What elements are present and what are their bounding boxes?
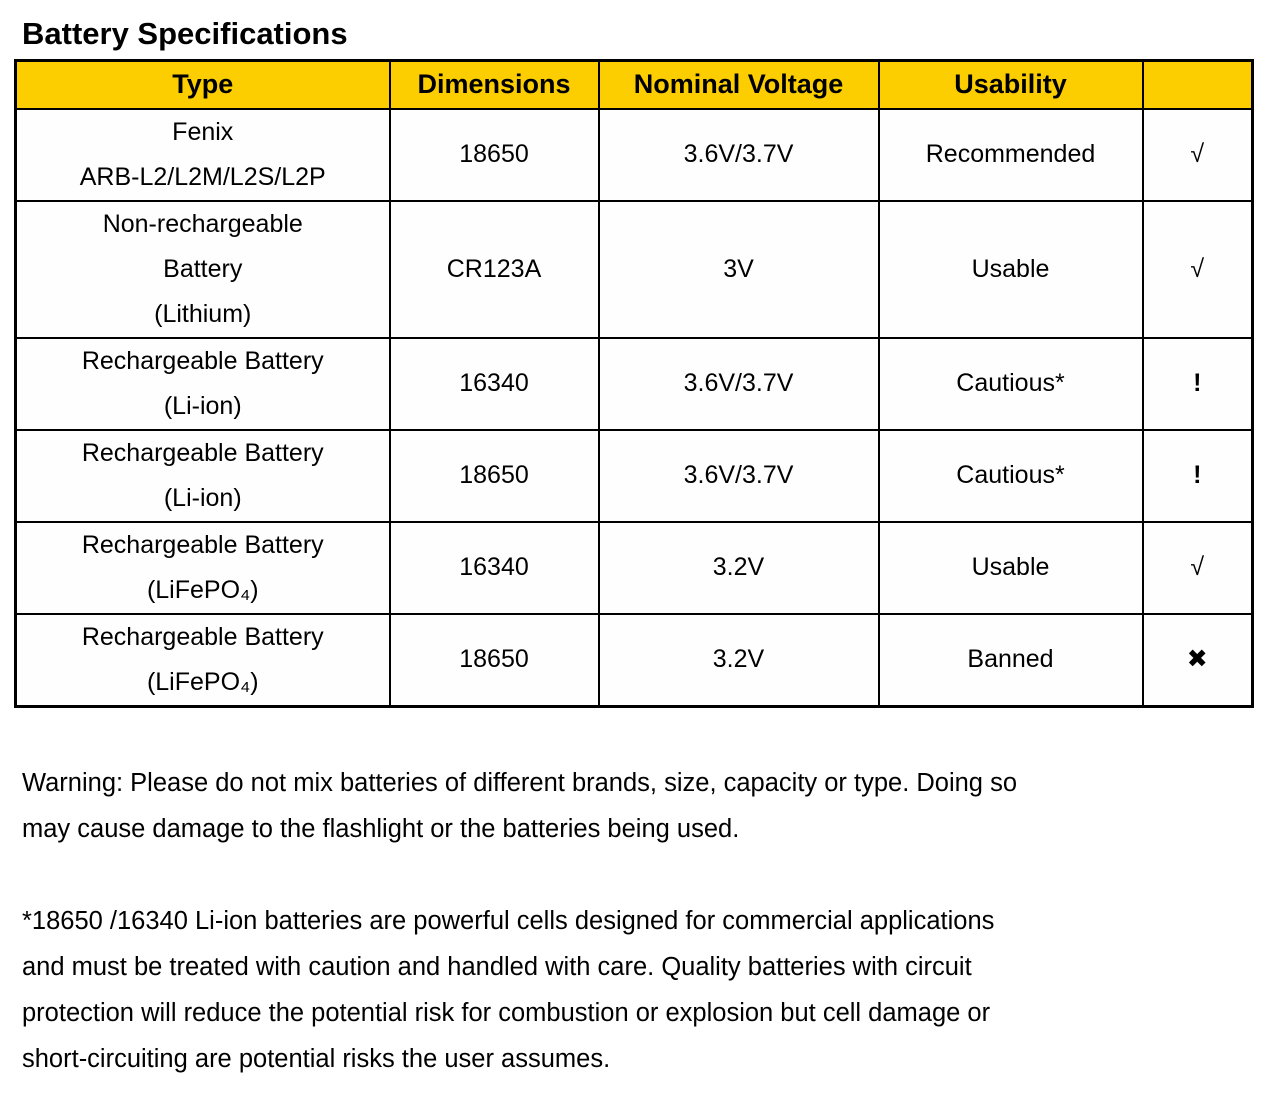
type-cell xyxy=(16,430,390,522)
check-mark: √ xyxy=(1143,522,1253,614)
voltage-cell: 3.6V/3.7V xyxy=(599,430,879,522)
warning-line: Warning: Please do not mix batteries of different brands, size, capacity or type. Doing so xyxy=(22,768,1018,797)
dimensions-cell: 18650 xyxy=(390,430,599,522)
voltage-cell: 3V xyxy=(599,201,879,338)
exclamation-mark: ! xyxy=(1143,338,1253,430)
header-row xyxy=(16,61,1253,109)
type-line: (Li-ion) xyxy=(163,483,242,512)
type-cell xyxy=(16,522,390,614)
header-dimensions: Dimensions xyxy=(390,61,599,109)
dimensions-cell: 16340 xyxy=(390,522,599,614)
usability-cell: Recommended xyxy=(879,109,1143,201)
warning-paragraph xyxy=(22,760,1266,852)
header-mark xyxy=(1143,61,1253,109)
page-title: Battery Specifications xyxy=(22,16,348,51)
usability-cell: Usable xyxy=(879,201,1143,338)
type-cell xyxy=(16,109,390,201)
type-line: (Lithium) xyxy=(154,299,252,328)
dimensions-cell: 16340 xyxy=(390,338,599,430)
note-line: *18650 /16340 Li-ion batteries are powerful cells designed for commercial applications xyxy=(22,906,995,935)
note-line: and must be treated with caution and handled with care. Quality batteries with circuit xyxy=(22,952,972,981)
note-line: protection will reduce the potential risk for combustion or explosion but cell damage or xyxy=(22,998,991,1027)
exclamation-mark: ! xyxy=(1143,430,1253,522)
usability-cell: Usable xyxy=(879,522,1143,614)
type-line: Rechargeable Battery xyxy=(81,438,324,467)
type-line: Battery xyxy=(163,254,243,283)
check-mark: √ xyxy=(1143,201,1253,338)
usability-cell: Cautious* xyxy=(879,338,1143,430)
voltage-cell: 3.2V xyxy=(599,522,879,614)
type-line: (Li-ion) xyxy=(163,391,242,420)
cross-mark: ✖ xyxy=(1143,614,1253,707)
type-cell xyxy=(16,201,390,338)
asterisk-note-paragraph xyxy=(22,898,1266,1082)
table-row xyxy=(16,614,1253,707)
voltage-cell: 3.2V xyxy=(599,614,879,707)
warning-line: may cause damage to the flashlight or the batteries being used. xyxy=(22,814,740,843)
voltage-cell: 3.6V/3.7V xyxy=(599,109,879,201)
table-row xyxy=(16,430,1253,522)
header-usability: Usability xyxy=(879,61,1143,109)
type-line: Fenix xyxy=(172,117,234,146)
type-line: (LiFePO₄) xyxy=(146,575,259,604)
type-line: (LiFePO₄) xyxy=(146,667,259,696)
table-row xyxy=(16,201,1253,338)
voltage-cell: 3.6V/3.7V xyxy=(599,338,879,430)
usability-cell: Banned xyxy=(879,614,1143,707)
type-cell xyxy=(16,614,390,707)
type-line: Rechargeable Battery xyxy=(81,622,324,651)
table-row xyxy=(16,522,1253,614)
header-type: Type xyxy=(16,61,390,109)
check-mark: √ xyxy=(1143,109,1253,201)
type-line: Non-rechargeable xyxy=(102,209,303,238)
dimensions-cell: CR123A xyxy=(390,201,599,338)
table-row xyxy=(16,109,1253,201)
type-line: Rechargeable Battery xyxy=(81,346,324,375)
note-line: short-circuiting are potential risks the user assumes. xyxy=(22,1044,611,1073)
battery-spec-table xyxy=(14,59,1254,708)
usability-cell: Cautious* xyxy=(879,430,1143,522)
dimensions-cell: 18650 xyxy=(390,614,599,707)
dimensions-cell: 18650 xyxy=(390,109,599,201)
table-row xyxy=(16,338,1253,430)
type-line: ARB-L2/L2M/L2S/L2P xyxy=(79,162,326,191)
type-cell xyxy=(16,338,390,430)
header-nominal-voltage: Nominal Voltage xyxy=(599,61,879,109)
type-line: Rechargeable Battery xyxy=(81,530,324,559)
